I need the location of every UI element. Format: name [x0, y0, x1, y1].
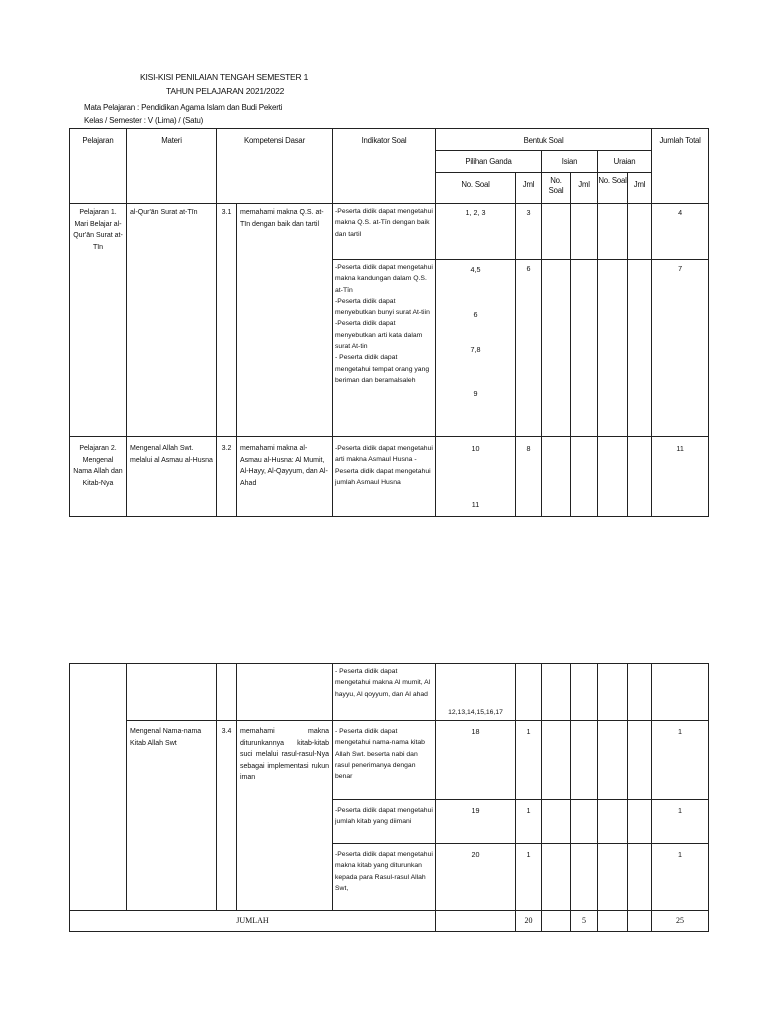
col-header-materi: Materi [127, 129, 217, 204]
cell-materi-1: al-Qur'ān Surat at-Tīn [127, 204, 217, 437]
col-header-uraian: Uraian [598, 151, 652, 173]
indikator-2c: -Peserta didik dapat menyebutkan arti kata dalam surat At-tin [335, 320, 423, 351]
cell-pelajaran-1: Pelajaran 1. Mari Belajar al-Qur'ān Surat at-Tīn [70, 204, 127, 437]
cell-total-5: 1 [652, 721, 709, 800]
cell-indikator-5: - Peserta didik dapat mengetahui nama-nama kitab Allah Swt. beserta nabi dan rasul penerimanya dengan benar [333, 721, 436, 800]
indikator-2b: -Peserta didik dapat menyebutkan bunyi surat At-tiin [335, 297, 430, 317]
no-soal-2a: 4,5 [470, 265, 481, 274]
cell-indikator-7: -Peserta didik dapat mengetahui makna kitab yang diturunkan kepada para Rasul-rasul Allah Swt, [333, 844, 436, 911]
col-header-isian-jml: Jml [571, 173, 598, 204]
col-header-isian-no-soal: No. Soal [542, 173, 571, 204]
col-header-indikator: Indikator Soal [333, 129, 436, 204]
cell-no-soal-7: 20 [436, 844, 516, 911]
class-semester-label: Kelas / Semester : V (Lima) / (Satu) [84, 116, 204, 125]
footer-jml-pg: 20 [516, 911, 542, 932]
col-header-uraian-jml: Jml [628, 173, 652, 204]
col-header-bentuk-soal: Bentuk Soal [436, 129, 652, 151]
no-soal-2b: 6 [473, 310, 478, 319]
footer-jumlah-label: JUMLAH [70, 911, 436, 932]
cell-no-soal-3 [436, 437, 516, 517]
cell-jml-1: 3 [516, 204, 542, 260]
subject-label: Mata Pelajaran : Pendidikan Agama Islam dan Budi Pekerti [84, 103, 283, 112]
col-header-uraian-no-soal: No. Soal [598, 173, 628, 204]
col-header-isian: Isian [542, 151, 598, 173]
cell-pelajaran-2: Pelajaran 2. Mengenal Nama Allah dan Kitab-Nya [70, 437, 127, 517]
indikator-2d: - Peserta didik dapat mengetahui tempat orang yang beriman dan beramalsaleh [335, 354, 430, 384]
no-soal-3a: 10 [471, 444, 480, 453]
cell-indikator-3: -Peserta didik dapat mengetahui arti makna Asmaul Husna - Peserta didik dapat mengetahui jumlah Asmaul Husna [333, 437, 436, 517]
cell-kd-1: memahami makna Q.S. at-Tīn dengan baik dan tartil [237, 204, 333, 437]
col-header-pilihan-ganda: Pilihan Ganda [436, 151, 542, 173]
col-header-jumlah-total: Jumlah Total [652, 129, 709, 204]
col-header-pg-no-soal: No. Soal [436, 173, 516, 204]
cell-no-soal-6: 19 [436, 800, 516, 844]
cell-kd-no-1: 3.1 [217, 204, 237, 437]
cell-indikator-1: -Peserta didik dapat mengetahui makna Q.S. at-Tīn dengan baik dan tartil [333, 204, 436, 260]
academic-year: TAHUN PELAJARAN 2021/2022 [166, 86, 285, 96]
cell-kd-no-3: 3.4 [217, 721, 237, 911]
cell-total-6: 1 [652, 800, 709, 844]
no-soal-3b: 11 [471, 500, 480, 509]
cell-jml-2: 6 [516, 260, 542, 437]
cell-indikator-2 [333, 260, 436, 437]
cell-total-2: 7 [652, 260, 709, 437]
col-header-pg-jml: Jml [516, 173, 542, 204]
cell-indikator-4: - Peserta didik dapat mengetahui makna Al mumit, Al hayyu, Al qoyyum, dan Al ahad [333, 664, 436, 721]
cell-kd-no-2: 3.2 [217, 437, 237, 517]
cell-jml-6: 1 [516, 800, 542, 844]
cell-indikator-6: -Peserta didik dapat mengetahui jumlah kitab yang diimani [333, 800, 436, 844]
col-header-kompetensi: Kompetensi Dasar [217, 129, 333, 204]
cell-total-7: 1 [652, 844, 709, 911]
grid-table-2 [69, 663, 709, 932]
no-soal-2d: 9 [473, 389, 478, 398]
cell-kd-2: memahami makna al-Asmau al-Husna: Al Mumit, Al-Hayy, Al-Qayyum, dan Al-Ahad [237, 437, 333, 517]
cell-jml-7: 1 [516, 844, 542, 911]
grid-table-1 [69, 128, 709, 517]
col-header-pelajaran: Pelajaran [70, 129, 127, 204]
indikator-2a: -Peserta didik dapat mengetahui makna kandungan dalam Q.S. at-Tīn [335, 264, 433, 294]
cell-materi-2: Mengenal Allah Swt. melalui al Asmau al-Husna [127, 437, 217, 517]
document-title: KISI-KISI PENILAIAN TENGAH SEMESTER 1 [140, 72, 309, 82]
cell-no-soal-5: 18 [436, 721, 516, 800]
cell-total-1: 4 [652, 204, 709, 260]
cell-kd-3: memahami makna diturunkannya kitab-kitab suci melalui rasul-rasul-Nya sebagai implementasi rukun iman [237, 721, 333, 911]
footer-jml-isian: 5 [571, 911, 598, 932]
cell-no-soal-4: 12,13,14,15,16,17 [436, 664, 516, 721]
cell-jml-5: 1 [516, 721, 542, 800]
cell-no-soal-1: 1, 2, 3 [436, 204, 516, 260]
no-soal-2c: 7,8 [470, 345, 481, 354]
cell-materi-3: Mengenal Nama-nama Kitab Allah Swt [127, 721, 217, 911]
footer-total: 25 [652, 911, 709, 932]
cell-total-3: 11 [652, 437, 709, 517]
cell-jml-3: 8 [516, 437, 542, 517]
cell-no-soal-2 [436, 260, 516, 437]
